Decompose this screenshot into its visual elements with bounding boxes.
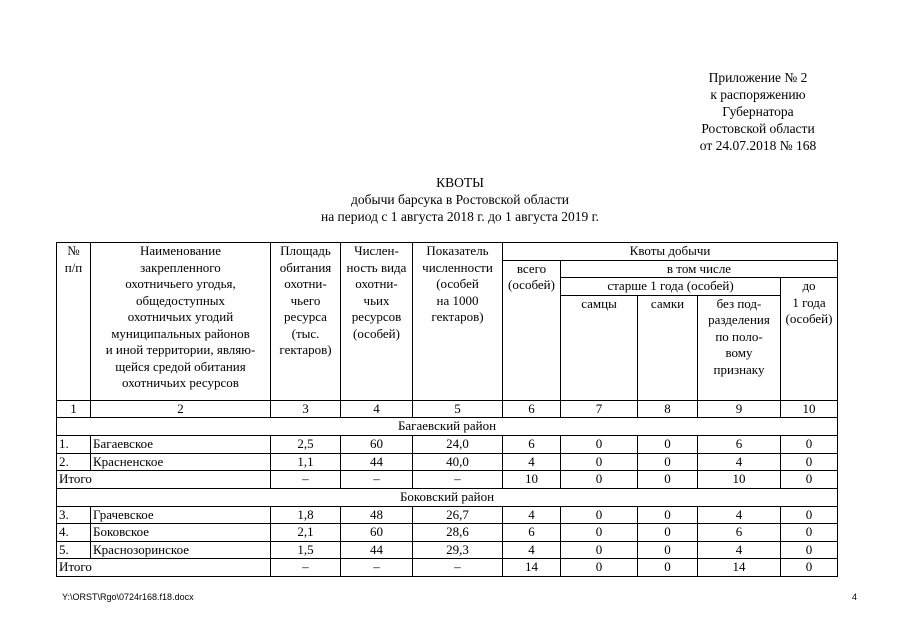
district-name: Боковский район <box>57 488 838 506</box>
file-path: Y:\ORST\Rgo\0724r168.f18.docx <box>62 592 194 602</box>
cell-nosex: 4 <box>698 541 781 559</box>
column-number: 3 <box>271 400 341 418</box>
row-number: 4. <box>57 524 91 542</box>
summary-nosex: 14 <box>698 559 781 577</box>
summary-females: 0 <box>638 471 698 489</box>
cell-males: 0 <box>561 453 638 471</box>
table-row <box>57 436 838 454</box>
cell-nosex: 4 <box>698 506 781 524</box>
column-number: 2 <box>91 400 271 418</box>
header-area: Площадь обитания охотни- чьего ресурса (тыс. гектаров) <box>271 243 341 401</box>
cell-density: 24,0 <box>413 436 503 454</box>
cell-nosex: 6 <box>698 436 781 454</box>
cell-nosex: 4 <box>698 453 781 471</box>
header-older: старше 1 года (особей) <box>561 278 781 296</box>
summary-density: – <box>413 471 503 489</box>
district-row <box>57 418 838 436</box>
header-count: Числен- ность вида охотни- чьих ресурсов (особей) <box>341 243 413 401</box>
header-nosex: без под- разделения по поло- вому признаку <box>698 295 781 400</box>
cell-females: 0 <box>638 541 698 559</box>
cell-nosex: 6 <box>698 524 781 542</box>
table-row <box>57 506 838 524</box>
header-name: Наименование закрепленного охотничьего угодья, общедоступных охотничьих угодий муниципальных районов и иной территории, являю- щейся средой обитания охотничьих ресурсов <box>91 243 271 401</box>
hunting-ground-name: Боковское <box>91 524 271 542</box>
summary-label: Итого <box>57 559 271 577</box>
cell-density: 40,0 <box>413 453 503 471</box>
header-males: самцы <box>561 295 638 400</box>
cell-females: 0 <box>638 436 698 454</box>
hunting-ground-name: Красненское <box>91 453 271 471</box>
summary-row <box>57 559 838 577</box>
column-number: 8 <box>638 400 698 418</box>
cell-total: 6 <box>503 436 561 454</box>
cell-young: 0 <box>781 453 838 471</box>
title-line-2: на период с 1 августа 2018 г. до 1 августа 2019 г. <box>320 209 600 224</box>
cell-total: 4 <box>503 541 561 559</box>
column-number: 6 <box>503 400 561 418</box>
header-including: в том числе <box>561 260 838 278</box>
cell-density: 28,6 <box>413 524 503 542</box>
table-row <box>57 453 838 471</box>
summary-area: – <box>271 471 341 489</box>
cell-count: 60 <box>341 524 413 542</box>
header-females: самки <box>638 295 698 400</box>
cell-area: 2,5 <box>271 436 341 454</box>
table-row <box>57 524 838 542</box>
cell-males: 0 <box>561 506 638 524</box>
cell-count: 60 <box>341 436 413 454</box>
summary-females: 0 <box>638 559 698 577</box>
header-total: всего (особей) <box>503 260 561 400</box>
cell-area: 2,1 <box>271 524 341 542</box>
row-number: 3. <box>57 506 91 524</box>
appendix-block <box>668 69 848 154</box>
cell-total: 4 <box>503 506 561 524</box>
document-title <box>260 174 660 225</box>
summary-males: 0 <box>561 559 638 577</box>
quota-table <box>56 242 838 577</box>
title-main: КВОТЫ <box>436 175 484 190</box>
cell-area: 1,1 <box>271 453 341 471</box>
title-line-1: добычи барсука в Ростовской области <box>351 192 569 207</box>
summary-nosex: 10 <box>698 471 781 489</box>
cell-males: 0 <box>561 524 638 542</box>
appendix-line: к распоряжению <box>710 87 806 102</box>
cell-young: 0 <box>781 541 838 559</box>
cell-density: 29,3 <box>413 541 503 559</box>
table-row <box>57 541 838 559</box>
summary-total: 14 <box>503 559 561 577</box>
summary-young: 0 <box>781 559 838 577</box>
district-name: Багаевский район <box>57 418 838 436</box>
row-number: 5. <box>57 541 91 559</box>
summary-total: 10 <box>503 471 561 489</box>
cell-females: 0 <box>638 453 698 471</box>
cell-young: 0 <box>781 506 838 524</box>
summary-males: 0 <box>561 471 638 489</box>
cell-total: 6 <box>503 524 561 542</box>
appendix-line: Приложение № 2 <box>708 70 808 85</box>
cell-young: 0 <box>781 436 838 454</box>
header-num: № п/п <box>57 243 91 401</box>
cell-males: 0 <box>561 436 638 454</box>
cell-females: 0 <box>638 524 698 542</box>
cell-count: 48 <box>341 506 413 524</box>
appendix-line: Губернатора <box>722 104 794 119</box>
page-number: 4 <box>852 592 858 602</box>
hunting-ground-name: Багаевское <box>91 436 271 454</box>
column-number: 7 <box>561 400 638 418</box>
district-row <box>57 488 838 506</box>
column-number: 10 <box>781 400 838 418</box>
cell-young: 0 <box>781 524 838 542</box>
cell-count: 44 <box>341 541 413 559</box>
cell-density: 26,7 <box>413 506 503 524</box>
hunting-ground-name: Грачевское <box>91 506 271 524</box>
cell-count: 44 <box>341 453 413 471</box>
cell-males: 0 <box>561 541 638 559</box>
summary-area: – <box>271 559 341 577</box>
hunting-ground-name: Краснозоринское <box>91 541 271 559</box>
column-number: 1 <box>57 400 91 418</box>
summary-young: 0 <box>781 471 838 489</box>
cell-area: 1,5 <box>271 541 341 559</box>
cell-females: 0 <box>638 506 698 524</box>
row-number: 1. <box>57 436 91 454</box>
summary-row <box>57 471 838 489</box>
summary-count: – <box>341 471 413 489</box>
header-density: Показатель численности (особей на 1000 гектаров) <box>413 243 503 401</box>
column-number-row <box>57 400 838 418</box>
summary-count: – <box>341 559 413 577</box>
header-quotas: Квоты добычи <box>503 243 838 261</box>
column-number: 9 <box>698 400 781 418</box>
appendix-line: от 24.07.2018 № 168 <box>699 138 817 153</box>
summary-density: – <box>413 559 503 577</box>
header-young: до 1 года (особей) <box>781 278 838 401</box>
appendix-line: Ростовской области <box>701 121 815 136</box>
summary-label: Итого <box>57 471 271 489</box>
cell-area: 1,8 <box>271 506 341 524</box>
column-number: 5 <box>413 400 503 418</box>
row-number: 2. <box>57 453 91 471</box>
cell-total: 4 <box>503 453 561 471</box>
column-number: 4 <box>341 400 413 418</box>
